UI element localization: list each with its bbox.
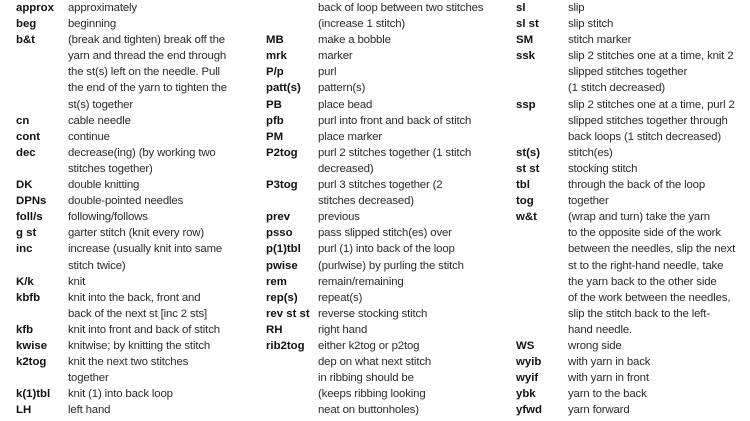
abbreviation-definition — [68, 354, 264, 386]
glossary-entry — [16, 338, 264, 354]
abbreviation-definition — [568, 97, 750, 145]
definition-line: double knitting — [68, 179, 140, 192]
abbreviation-definition — [318, 338, 500, 418]
abbreviation-definition — [68, 145, 264, 177]
abbreviation-term: MB — [266, 34, 284, 47]
glossary-entry — [266, 48, 500, 64]
glossary-entry — [16, 32, 264, 112]
abbreviation-term: st st — [516, 162, 540, 175]
abbreviation-term: w&t — [516, 211, 537, 224]
glossary-entry — [16, 177, 264, 193]
abbreviation-definition — [568, 370, 750, 386]
glossary-entry — [516, 177, 750, 193]
abbreviation-definition — [68, 290, 264, 322]
glossary-entry — [16, 354, 264, 386]
abbreviation-term: k2tog — [16, 356, 47, 369]
glossary-entry — [516, 193, 750, 209]
definition-line: repeat(s) — [318, 291, 363, 304]
abbreviation-term: PM — [266, 130, 284, 143]
glossary-entry — [266, 64, 500, 80]
abbreviation-term: tbl — [516, 179, 530, 192]
definition-line: purl 3 stitches together (2 — [318, 179, 443, 192]
abbreviation-definition — [318, 48, 500, 64]
definition-line: the end of the yarn to tighten the — [68, 82, 227, 95]
abbreviation-definition — [68, 129, 264, 145]
definition-line: stitch marker — [568, 34, 632, 47]
glossary-entry — [266, 32, 500, 48]
abbreviation-term: p(1)tbl — [266, 243, 301, 256]
glossary-entry — [16, 402, 264, 418]
definition-line: hand needle. — [568, 323, 633, 336]
abbreviation-term: WS — [516, 339, 535, 352]
abbreviation-definition — [318, 129, 500, 145]
definition-line: dep on what next stitch — [318, 356, 432, 369]
abbreviation-term: DK — [16, 179, 33, 192]
abbreviation-term: PB — [266, 98, 282, 111]
glossary-entry — [266, 258, 500, 274]
definition-line: beginning — [68, 18, 117, 31]
abbreviation-definition — [568, 16, 750, 32]
glossary-entry — [266, 338, 500, 418]
abbreviation-term: K/k — [16, 275, 34, 288]
glossary-entry — [516, 209, 750, 338]
definition-line: (purlwise) by purling the stitch — [318, 259, 464, 272]
abbreviation-definition — [568, 161, 750, 177]
abbreviation-term: k(1)tbl — [16, 388, 51, 401]
glossary-entry — [516, 97, 750, 145]
abbreviation-definition — [318, 290, 500, 306]
abbreviation-definition — [68, 338, 264, 354]
definition-line: st(s) together — [68, 98, 134, 111]
definition-line: purl — [318, 66, 337, 79]
abbreviation-definition — [318, 322, 500, 338]
abbreviation-term: yfwd — [516, 404, 542, 417]
definition-line: purl into front and back of stitch — [318, 114, 472, 127]
glossary-entry — [516, 48, 750, 96]
definition-line: following/follows — [68, 211, 148, 224]
abbreviation-definition — [568, 193, 750, 209]
definition-line: reverse stocking stitch — [318, 307, 428, 320]
glossary-entry — [266, 145, 500, 177]
glossary-entry — [266, 113, 500, 129]
definition-line: with yarn in front — [568, 372, 649, 385]
glossary-entry — [266, 290, 500, 306]
abbreviation-definition — [318, 32, 500, 48]
definition-line: neat on buttonholes) — [318, 404, 419, 417]
abbreviation-term: inc — [16, 243, 33, 256]
definition-line: through the back of the loop — [568, 179, 706, 192]
abbreviation-term: foll/s — [16, 211, 43, 224]
glossary-entry — [16, 290, 264, 322]
abbreviation-term: tog — [516, 195, 534, 208]
abbreviation-definition — [68, 386, 264, 402]
glossary-entry — [516, 32, 750, 48]
abbreviation-definition — [568, 145, 750, 161]
abbreviation-term: sl — [516, 2, 526, 14]
definition-line: (wrap and turn) take the yarn — [568, 211, 710, 224]
glossary-entry — [516, 338, 750, 354]
glossary-entry — [16, 145, 264, 177]
abbreviation-term: wyif — [516, 372, 539, 385]
definition-line: yarn forward — [568, 404, 630, 417]
glossary-entry — [16, 322, 264, 338]
abbreviation-definition — [568, 402, 750, 418]
definition-line: (1 stitch decreased) — [568, 82, 666, 95]
definition-line: double-pointed needles — [68, 195, 184, 208]
definition-line: st to the right-hand needle, take — [568, 259, 724, 272]
glossary-entry — [16, 241, 264, 273]
definition-line: the yarn back to the other side — [568, 275, 717, 288]
abbreviation-definition — [568, 338, 750, 354]
abbreviation-definition — [568, 209, 750, 338]
definition-line: slipped stitches together through — [568, 114, 728, 127]
abbreviation-definition — [318, 64, 500, 80]
abbreviation-term: prev — [266, 211, 291, 224]
definition-line: back of the next st [inc 2 sts] — [68, 307, 208, 320]
definition-line: remain/remaining — [318, 275, 404, 288]
definition-line: garter stitch (knit every row) — [68, 227, 205, 240]
definition-line: knit the next two stitches — [68, 356, 189, 369]
definition-line: knit — [68, 275, 86, 288]
definition-line: back loops (1 stitch decreased) — [568, 130, 722, 143]
definition-line: (increase 1 stitch) — [318, 18, 406, 31]
abbreviation-definition — [318, 274, 500, 290]
abbreviation-definition — [68, 402, 264, 418]
abbreviation-term: approx — [16, 2, 54, 14]
glossary-column-2 — [266, 0, 500, 418]
abbreviation-term: st(s) — [516, 146, 541, 159]
definition-line: wrong side — [568, 339, 622, 352]
abbreviation-term: P/p — [266, 66, 284, 79]
definition-line: cable needle — [68, 114, 131, 127]
definition-line: make a bobble — [318, 34, 391, 47]
definition-line: purl 2 stitches together (1 stitch — [318, 146, 472, 159]
abbreviation-definition — [318, 113, 500, 129]
abbreviation-term: g st — [16, 227, 37, 240]
abbreviation-definition — [318, 0, 500, 32]
glossary-entry — [266, 0, 500, 32]
definition-line: knit into the back, front and — [68, 291, 201, 304]
definition-line: decrease(ing) (by working two — [68, 146, 216, 159]
glossary-entry — [266, 306, 500, 322]
abbreviation-definition — [68, 241, 264, 273]
abbreviation-definition — [568, 386, 750, 402]
definition-line: slip — [568, 2, 585, 14]
definition-line: together — [568, 195, 609, 208]
abbreviation-term: cn — [16, 114, 30, 127]
glossary-entry — [266, 322, 500, 338]
glossary-entry — [516, 402, 750, 418]
abbreviation-definition — [68, 16, 264, 32]
definition-line: yarn to the back — [568, 388, 647, 401]
glossary-entry — [16, 113, 264, 129]
glossary-entry — [16, 386, 264, 402]
glossary-entry — [16, 193, 264, 209]
definition-line: knit into front and back of stitch — [68, 323, 220, 336]
definition-line: decreased) — [318, 162, 374, 175]
glossary-entry — [516, 370, 750, 386]
abbreviation-definition — [318, 177, 500, 209]
definition-line: knitwise; by knitting the stitch — [68, 339, 211, 352]
abbreviation-definition — [68, 274, 264, 290]
definition-line: previous — [318, 211, 360, 224]
glossary-entry — [266, 80, 500, 96]
definition-line: place marker — [318, 130, 383, 143]
abbreviation-term: cont — [16, 130, 41, 143]
abbreviation-term: SM — [516, 34, 534, 47]
definition-line: either k2tog or p2tog — [318, 339, 420, 352]
definition-line: (break and tighten) break off the — [68, 34, 225, 47]
definition-line: purl (1) into back of the loop — [318, 243, 455, 256]
abbreviation-definition — [68, 0, 264, 16]
abbreviation-term: rem — [266, 275, 287, 288]
definition-line: slip 2 stitches one at a time, knit 2 — [568, 50, 734, 63]
abbreviation-term: P2tog — [266, 146, 298, 159]
abbreviation-term: mrk — [266, 50, 287, 63]
abbreviation-definition — [318, 241, 500, 257]
abbreviation-definition — [68, 177, 264, 193]
abbreviation-term: LH — [16, 404, 32, 417]
abbreviation-term: psso — [266, 227, 293, 240]
definition-line: slip 2 stitches one at a time, purl 2 — [568, 98, 735, 111]
abbreviation-definition — [318, 97, 500, 113]
glossary-entry — [266, 129, 500, 145]
abbreviation-term: rev st st — [266, 307, 310, 320]
abbreviation-term: kbfb — [16, 291, 41, 304]
abbreviation-definition — [568, 0, 750, 16]
abbreviation-term: kwise — [16, 339, 48, 352]
definition-line: marker — [318, 50, 353, 63]
glossary-entry — [516, 16, 750, 32]
abbreviation-term: RH — [266, 323, 283, 336]
abbreviation-definition — [318, 145, 500, 177]
definition-line: to the opposite side of the work — [568, 227, 721, 240]
abbreviation-definition — [68, 32, 264, 112]
abbreviation-definition — [568, 354, 750, 370]
definition-line: knit (1) into back loop — [68, 388, 173, 401]
abbreviation-definition — [318, 306, 500, 322]
abbreviation-term: ybk — [516, 388, 536, 401]
definition-line: yarn and thread the end through — [68, 50, 227, 63]
glossary-entry — [16, 209, 264, 225]
abbreviation-definition — [68, 113, 264, 129]
glossary-column-3 — [516, 0, 750, 418]
abbreviation-term: beg — [16, 18, 37, 31]
abbreviation-term: DPNs — [16, 195, 47, 208]
abbreviation-definition — [568, 177, 750, 193]
abbreviation-definition — [318, 209, 500, 225]
glossary-entry — [16, 274, 264, 290]
definition-line: right hand — [318, 323, 368, 336]
definition-line: slipped stitches together — [568, 66, 688, 79]
abbreviation-term: pwise — [266, 259, 298, 272]
definition-line: pattern(s) — [318, 82, 366, 95]
definition-line: (keeps ribbing looking — [318, 388, 426, 401]
glossary-entry — [16, 16, 264, 32]
abbreviation-definition — [68, 209, 264, 225]
definition-line: increase (usually knit into same — [68, 243, 223, 256]
definition-line: with yarn in back — [568, 356, 651, 369]
abbreviation-term: rib2tog — [266, 339, 305, 352]
abbreviation-term: sl st — [516, 18, 539, 31]
abbreviation-term: dec — [16, 146, 36, 159]
abbreviation-definition — [68, 193, 264, 209]
abbreviation-term: rep(s) — [266, 291, 298, 304]
glossary-entry — [516, 145, 750, 161]
abbreviation-term: P3tog — [266, 179, 298, 192]
abbreviation-definition — [318, 80, 500, 96]
abbreviation-definition — [568, 48, 750, 96]
abbreviation-term: b&t — [16, 34, 35, 47]
definition-line: back of loop between two stitches — [318, 2, 484, 14]
definition-line: of the work between the needles, — [568, 291, 731, 304]
abbreviation-term: wyib — [516, 356, 542, 369]
definition-line: in ribbing should be — [318, 372, 414, 385]
abbreviation-term: pfb — [266, 114, 284, 127]
abbreviation-definition — [568, 32, 750, 48]
glossary-entry — [516, 161, 750, 177]
abbreviation-term: ssk — [516, 50, 536, 63]
definition-line: slip stitch — [568, 18, 614, 31]
glossary-entry — [16, 225, 264, 241]
glossary-column-1 — [16, 0, 264, 418]
glossary-entry — [516, 0, 750, 16]
glossary-entry — [516, 386, 750, 402]
glossary-entry — [266, 97, 500, 113]
definition-line: stitches decreased) — [318, 195, 414, 208]
definition-line: slip the stitch back to the left- — [568, 307, 710, 320]
glossary-entry — [266, 209, 500, 225]
definition-line: place bead — [318, 98, 373, 111]
glossary-entry — [16, 129, 264, 145]
abbreviation-term: patt(s) — [266, 82, 301, 95]
definition-line: the st(s) left on the needle. Pull — [68, 66, 220, 79]
definition-line: together — [68, 372, 109, 385]
definition-line: stitch(es) — [568, 146, 613, 159]
glossary-entry — [266, 225, 500, 241]
definition-line: stitches together) — [68, 162, 153, 175]
abbreviation-term: ssp — [516, 98, 536, 111]
glossary-entry — [16, 0, 264, 16]
definition-line: between the needles, slip the next — [568, 243, 736, 256]
definition-line: stocking stitch — [568, 162, 638, 175]
abbreviation-term: kfb — [16, 323, 34, 336]
abbreviation-definition — [318, 258, 500, 274]
abbreviation-definition — [68, 322, 264, 338]
glossary-entry — [266, 241, 500, 257]
glossary-entry — [266, 177, 500, 209]
definition-line: left hand — [68, 404, 111, 417]
glossary-entry — [266, 274, 500, 290]
definition-line: continue — [68, 130, 110, 143]
definition-line: stitch twice) — [68, 259, 126, 272]
abbreviation-definition — [68, 225, 264, 241]
glossary-entry — [516, 354, 750, 370]
definition-line: pass slipped stitch(es) over — [318, 227, 452, 240]
definition-line: approximately — [68, 2, 137, 14]
abbreviation-definition — [318, 225, 500, 241]
